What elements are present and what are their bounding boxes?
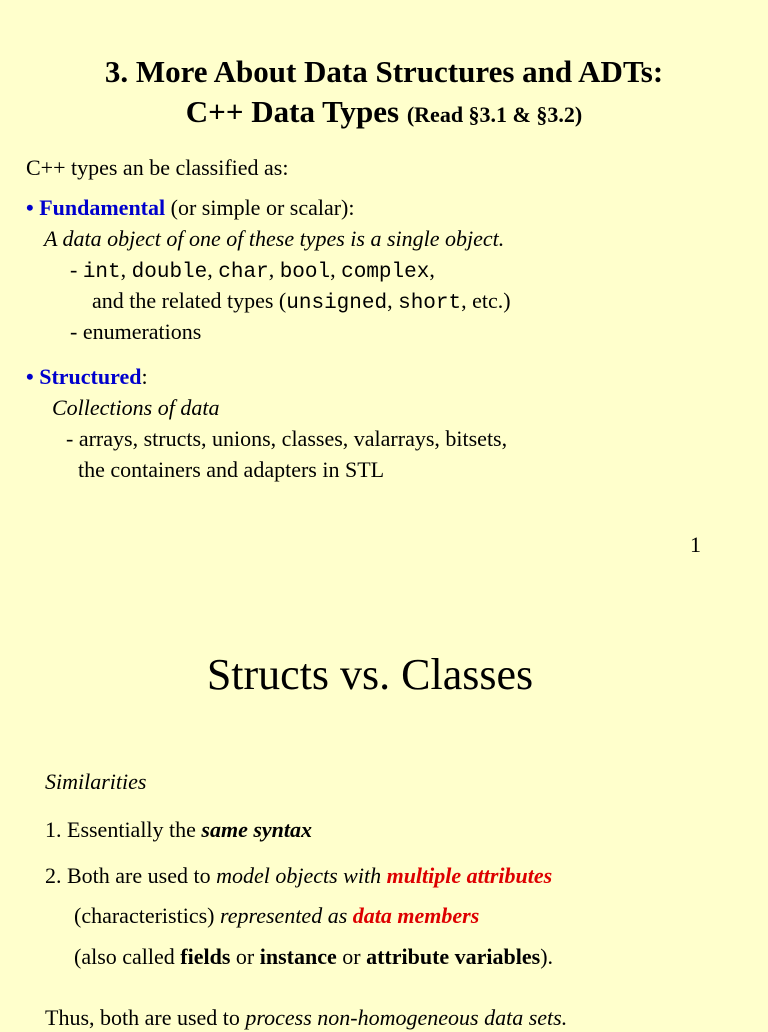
bullet-fundamental xyxy=(26,194,355,222)
type-short: short xyxy=(398,292,462,315)
fundamental-rest: (or simple or scalar): xyxy=(165,195,355,220)
fields-term: fields xyxy=(180,944,231,969)
title-line-2 xyxy=(0,92,768,135)
fundamental-desc: A data object of one of these types is a single object. xyxy=(44,226,505,251)
thus-prefix: Thus, both are used to xyxy=(45,1005,246,1030)
fundamental-types-line: - int, double, char, bool, complex, xyxy=(70,257,435,284)
item-2-red: multiple attributes xyxy=(386,863,553,888)
title-line-1: 3. More About Data Structures and ADTs: xyxy=(104,54,664,89)
similarities-heading: Similarities xyxy=(45,769,147,794)
related-suffix: , etc.) xyxy=(461,288,511,313)
item-1-prefix: 1. Essentially the xyxy=(45,817,202,842)
type-complex: complex xyxy=(341,261,430,284)
related-types-line: and the related types (unsigned, short, etc.) xyxy=(92,288,511,315)
intro-text: C++ types an be classified as: xyxy=(26,155,289,180)
item-1 xyxy=(45,816,312,844)
item-2b-prefix: (characteristics) xyxy=(74,903,220,928)
type-unsigned: unsigned xyxy=(286,292,388,315)
page-number: 1 xyxy=(690,532,701,557)
slide-2 xyxy=(0,590,768,1030)
type-double: double xyxy=(131,261,208,284)
item-2 xyxy=(45,862,552,890)
attribute-variables-term: attribute variables xyxy=(366,944,541,969)
item-2c-suffix: ). xyxy=(540,944,554,969)
thus-italic: process non-homogeneous data sets. xyxy=(245,1005,568,1030)
structured-line-2: the containers and adapters in STL xyxy=(78,457,385,482)
title-note: (Read §3.1 & §3.2) xyxy=(406,102,583,127)
item-2-line-3 xyxy=(74,943,553,971)
structured-colon: : xyxy=(141,364,148,389)
type-bool: bool xyxy=(279,261,331,284)
item-2b-red: data members xyxy=(352,903,480,928)
related-prefix: and the related types ( xyxy=(92,288,287,313)
structured-desc: Collections of data xyxy=(52,395,220,420)
item-2-line-2 xyxy=(74,902,479,930)
or-1: or xyxy=(230,944,260,969)
fundamental-term: Fundamental xyxy=(39,195,166,220)
structured-line-1: - arrays, structs, unions, classes, valarrays, bitsets, xyxy=(66,426,508,451)
structured-term: Structured xyxy=(39,364,142,389)
instance-term: instance xyxy=(259,944,337,969)
enumerations-line: - enumerations xyxy=(70,319,202,344)
title-main: C++ Data Types xyxy=(185,94,400,129)
bullet-marker: • xyxy=(26,364,34,389)
item-2c-prefix: (also called xyxy=(74,944,181,969)
or-2: or xyxy=(336,944,367,969)
item-2b-italic: represented as xyxy=(219,903,353,928)
slide-2-title: Structs vs. Classes xyxy=(206,650,534,699)
item-1-emphasis: same syntax xyxy=(201,817,313,842)
item-2-italic: model objects with xyxy=(216,863,387,888)
bullet-marker: • xyxy=(26,195,34,220)
dash: - xyxy=(70,257,83,282)
type-int: int xyxy=(82,261,121,284)
slide-1-title xyxy=(0,52,768,135)
type-char: char xyxy=(218,261,269,284)
item-2-prefix: 2. Both are used to xyxy=(45,863,217,888)
bullet-structured xyxy=(26,363,148,391)
thus-line xyxy=(45,1004,567,1032)
